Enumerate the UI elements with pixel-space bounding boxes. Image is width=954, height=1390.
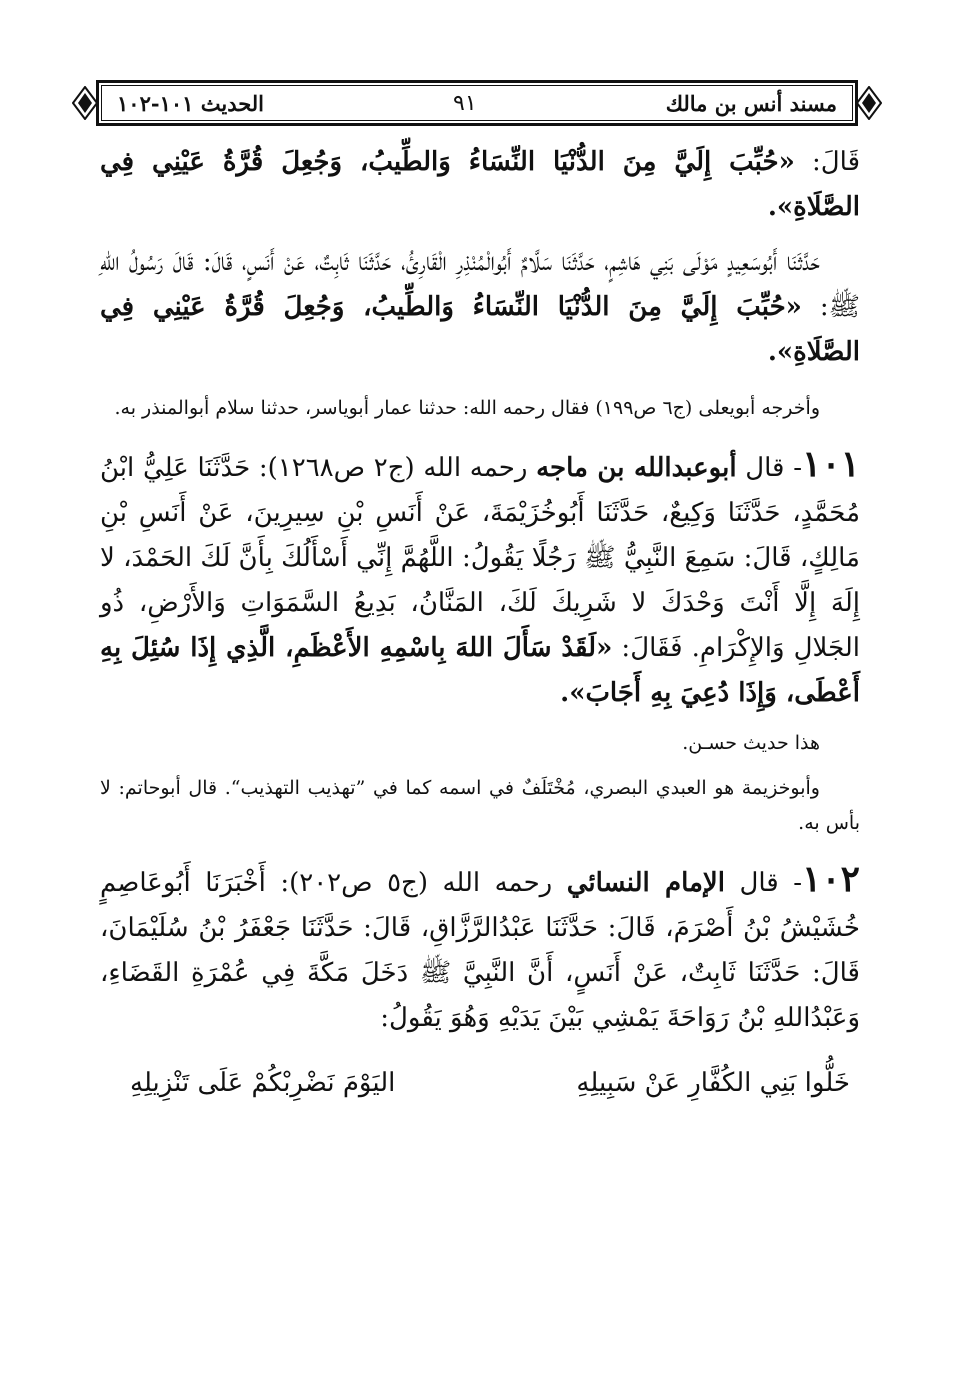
prophetic-quote: «حُبِّبَ إِلَيَّ مِنَ الدُّنْيَا النِّسَاءُ وَالطِّيبُ، وَجُعِلَ قُرَّةُ عَيْنِي فِي الصَّلَاةِ». xyxy=(100,147,860,222)
verse-first-hemistich: خَلُّوا بَنِي الكُفَّارِ عَنْ سَبِيلِهِ xyxy=(576,1068,850,1098)
hadith-range: الحديث ١٠١-١٠٢ xyxy=(117,90,265,116)
hadith-number: ١٠١ xyxy=(801,443,860,485)
prophetic-quote: «حُبِّبَ إِلَيَّ مِنَ الدُّنْيَا النِّسَاءُ وَالطِّيبُ، وَجُعِلَ قُرَّةُ عَيْنِي فِي الصَّلَاةِ». xyxy=(100,292,860,367)
text-run: رحمه الله (ج٥ ص٢٠٢): أَخْبَرَنَا أَبُوعَاصِمٍ خُشَيْشُ بْنُ أَصْرَمَ، قَالَ: حَدَّثَنَا عَبْدُالرَّزَّاقِ، قَالَ: حَدَّثَنَا جَعْفَرُ بْنُ سُلَيْمَانَ، قَالَ: حَدَّثَنَا ثَابِتٌ، عَنْ أَنَسٍ، أَنَّ النَّبِيَّ ﷺ دَخَلَ مَكَّةَ فِي عُمْرَةِ القَضَاءِ، وَعَبْدُاللهِ بْنُ رَوَاحَةَ يَمْشِي بَيْنَ يَدَيْهِ وَهُوَ يَقُولُ: xyxy=(100,868,860,1033)
grading-note: هذا حديث حسـن. xyxy=(682,732,820,754)
ornament-icon xyxy=(72,86,98,120)
hadith-102 xyxy=(100,857,860,1041)
page-header xyxy=(72,80,882,126)
hadith-number: ١٠٢ xyxy=(802,858,861,900)
text-run: - قال xyxy=(736,453,802,483)
narrator-name: الإمام النسائي xyxy=(566,868,725,898)
hadith-text-block xyxy=(100,140,860,230)
text-run: رحمه الله (ج٢ ص١٢٦٨): حَدَّثَنَا عَلِيُّ ابْنُ مُحَمَّدٍ، حَدَّثَنَا وَكِيعٌ، حَدَّثَنَا أَبُوخُزَيْمَةَ، عَنْ أَنَسِ بْنِ سِيرِينَ، عَنْ أَنَسِ بْنِ مَالِكٍ، قَالَ: سَمِعَ النَّبِيُّ ﷺ رَجُلًا يَقُولُ: اللَّهُمَّ إِنِّي أَسْأَلُكَ بِأَنَّ لَكَ الحَمْدَ، لا إِلَهَ إِلَّا أَنْتَ وَحْدَكَ لا شَرِيكَ لَكَ، المَنَّانُ، بَدِيعُ السَّمَوَاتِ وَالأَرْضِ، ذُو الجَلالِ وَالإِكْرَامِ. فَقَالَ: xyxy=(100,453,860,663)
text-run: قَالَ: xyxy=(794,147,861,177)
book-title: مسند أنس بن مالك xyxy=(665,90,837,116)
page-number: ٩١ xyxy=(453,90,477,116)
commentary-note: وأخرجه أبويعلى (ج٦ ص١٩٩) فقال رحمه الله: حدثنا عمار أبوياسر، حدثنا سلام أبوالمنذر به. xyxy=(114,397,820,419)
commentary-note: وأبوخزيمة هو العبدي البصري، مُخْتَلَفٌ في اسمه كما في ”تهذيب التهذيب“. قال أبوحاتم: لا بأس به. xyxy=(100,777,860,834)
ornament-icon xyxy=(856,86,882,120)
prophetic-quote: «لَقَدْ سَأَلَ اللهَ بِاسْمِهِ الأَعْظَمِ، الَّذِي إِذَا سُئِلَ بِهِ أَعْطَى، وَإِذَا دُعِيَ بِهِ أَجَابَ». xyxy=(100,633,860,708)
narrator-name: أبوعبدالله بن ماجه xyxy=(536,453,737,483)
poetry-verse xyxy=(100,1061,860,1106)
verse-second-hemistich: اليَوْمَ نَضْرِبْكُمْ عَلَى تَنْزِيلِهِ xyxy=(130,1068,396,1098)
text-run: حَدَّثَنَا أَبُوسَعِيدٍ مَوْلَى بَنِي هَاشِمٍ، حَدَّثَنَا سَلَّامٌ أَبُوالْمُنْذِرِ الْقَارِئُ، حَدَّثَنَا ثَابِتٌ، عَنْ أَنَسٍ، قَالَ: قَالَ رَسُولُ اللهِ ﷺ: xyxy=(100,247,861,322)
hadith-text-block xyxy=(100,240,860,375)
text-run: - قال xyxy=(725,868,802,898)
hadith-101 xyxy=(100,442,860,716)
page-body xyxy=(100,140,860,1106)
header-frame xyxy=(96,80,858,126)
